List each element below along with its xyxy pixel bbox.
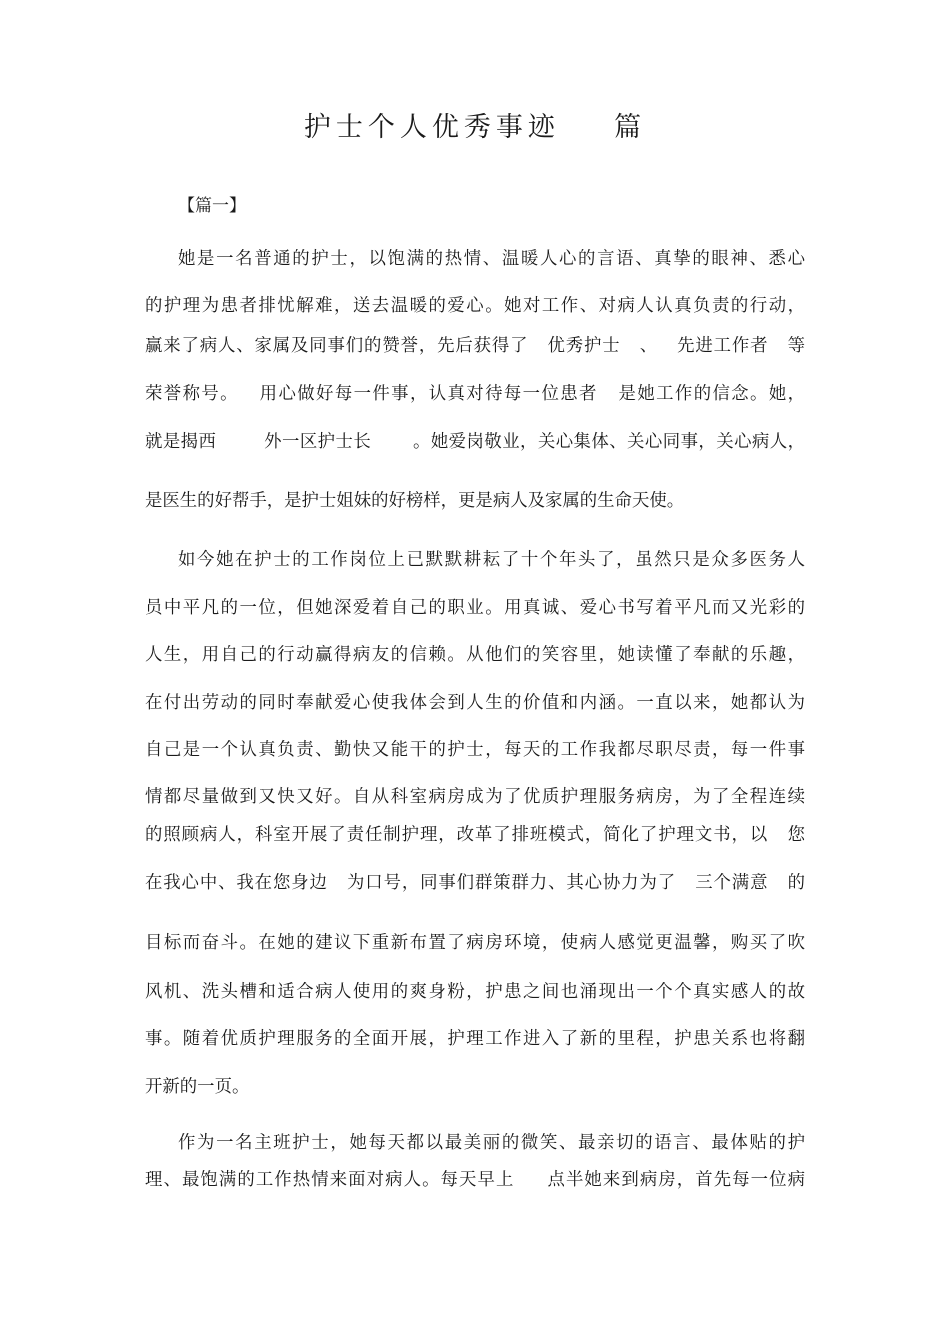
paragraph-line: 开新的一页。 xyxy=(145,1077,250,1097)
paragraph-line: 就是揭西 外一区护士长 。她爱岗敬业，关心集体、关心同事，关心病人， xyxy=(145,432,805,452)
paragraph-line: 作为一名主班护士，她每天都以最美丽的微笑、最亲切的语言、最体贴的护 xyxy=(178,1133,805,1153)
paragraph-line: 情都尽量做到又快又好。自从科室病房成为了优质护理服务病房，为了全程连续 xyxy=(145,787,805,807)
paragraph-line: 事。随着优质护理服务的全面开展，护理工作进入了新的里程，护患关系也将翻 xyxy=(145,1029,805,1049)
paragraph-line: 人生，用自己的行动赢得病友的信赖。从他们的笑容里，她读懂了奉献的乐趣， xyxy=(145,645,805,665)
paragraph-line: 在我心中、我在您身边 为口号，同事们群策群力、其心协力为了 三个满意 的 xyxy=(145,873,805,893)
paragraph-line: 赢来了病人、家属及同事们的赞誉，先后获得了 优秀护士 、 先进工作者 等 xyxy=(145,336,805,356)
paragraph-line: 她是一名普通的护士，以饱满的热情、温暖人心的言语、真挚的眼神、悉心 xyxy=(178,249,805,269)
section-label: 【篇一】 xyxy=(178,196,246,216)
paragraph-line: 荣誉称号。 用心做好每一件事，认真对待每一位患者 是她工作的信念。她， xyxy=(145,384,805,404)
paragraph-line: 风机、洗头槽和适合病人使用的爽身粉，护患之间也涌现出一个个真实感人的故 xyxy=(145,982,805,1002)
paragraph-line: 的护理为患者排忧解难，送去温暖的爱心。她对工作、对病人认真负责的行动， xyxy=(145,296,805,316)
paragraph-line: 如今她在护士的工作岗位上已默默耕耘了十个年头了，虽然只是众多医务人 xyxy=(178,550,805,570)
paragraph-line: 目标而奋斗。在她的建议下重新布置了病房环境，使病人感觉更温馨，购买了吹 xyxy=(145,933,805,953)
paragraph-line: 员中平凡的一位，但她深爱着自己的职业。用真诚、爱心书写着平凡而又光彩的 xyxy=(145,598,805,618)
paragraph-line: 在付出劳动的同时奉献爱心使我体会到人生的价值和内涵。一直以来，她都认为 xyxy=(145,693,805,713)
paragraph-line: 自己是一个认真负责、勤快又能干的护士，每天的工作我都尽职尽责，每一件事 xyxy=(145,740,805,760)
page-title: 护士个人优秀事迹 篇 xyxy=(303,112,647,143)
paragraph-line: 的照顾病人，科室开展了责任制护理，改革了排班模式，简化了护理文书，以 您 xyxy=(145,825,805,845)
paragraph-line: 是医生的好帮手，是护士姐妹的好榜样，更是病人及家属的生命天使。 xyxy=(145,491,685,511)
paragraph-line: 理、最饱满的工作热情来面对病人。每天早上 点半她来到病房，首先每一位病 xyxy=(145,1170,805,1190)
